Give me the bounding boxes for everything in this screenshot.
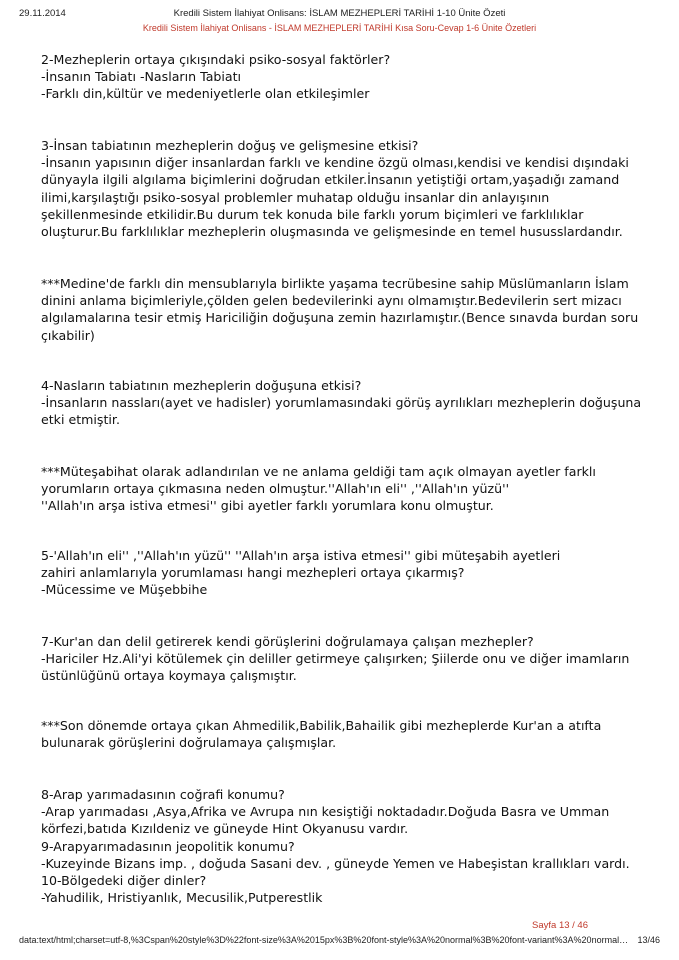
text-line: ***Müteşabihat olarak adlandırılan ve ne anlama geldiği tam açık olmayan ayetler farklı <box>41 464 596 479</box>
header-date: 29.11.2014 <box>19 8 66 19</box>
text-line: -Hariciler Hz.Ali'yi kötülemek çin deliller getirmeye çalışırken; Şiilerde onu ve diğer imamların <box>41 651 630 667</box>
text-line: 8-Arap yarımadasının coğrafi konumu? <box>41 787 285 802</box>
note-ahmedilik <box>41 717 601 751</box>
text-line: dinini anlama biçimleriyle,çölden gelen bedevilerinki aynı olmamıştır.Bedevilerin sert mizacı <box>41 293 622 309</box>
note-medine <box>41 275 638 344</box>
section-7 <box>41 633 629 685</box>
text-line: şekillenmesinde etkilidir.Bu durum tek konuda bile farklı yorum biçimleri ve farklılıklar <box>41 206 584 222</box>
text-line: ***Son dönemde ortaya çıkan Ahmedilik,Babilik,Bahailik gibi mezheplerde Kur'an a atıfta <box>41 718 602 733</box>
footer-page-count: 13/46 <box>637 935 660 945</box>
section-5 <box>41 547 560 599</box>
text-line: 2-Mezheplerin ortaya çıkışındaki psiko-sosyal faktörler? <box>41 52 391 67</box>
text-line: -Farklı din,kültür ve medeniyetlerle olan etkileşimler <box>41 86 370 102</box>
footer-url: data:text/html;charset=utf-8,%3Cspan%20style%3D%22font-size%3A%2015px%3B%20font-style%3A%20normal%3B%20font-variant%3A%20normal… <box>19 935 629 945</box>
section-2 <box>41 51 390 103</box>
text-line: dünyayla ilgili algılama biçimlerini doğrudan etkiler.İnsanın yetiştiği ortam,yaşadığı zamand <box>41 172 620 188</box>
text-line: 4-Nasların tabiatının mezheplerin doğuşuna etkisi? <box>41 378 362 393</box>
text-line: -Mücessime ve Müşebbihe <box>41 582 208 598</box>
text-line: -Yahudilik, Hristiyanlık, Mecusilik,Putperestlik <box>41 890 323 906</box>
text-line: bulunarak görüşlerini doğrulamaya çalışmışlar. <box>41 735 337 751</box>
text-line: -Kuzeyinde Bizans imp. , doğuda Sasani dev. , güneyde Yemen ve Habeşistan krallıkları vardı. <box>41 855 630 871</box>
section-4 <box>41 377 641 429</box>
text-line: ''Allah'ın arşa istiva etmesi'' gibi ayetler farklı yorumlara konu olmuştur. <box>41 498 494 514</box>
text-line: 7-Kur'an dan delil getirerek kendi görüşlerini doğrulamaya çalışan mezhepler? <box>41 634 534 649</box>
section-3 <box>41 137 629 240</box>
text-line: 9-Arapyarımadasının jeopolitik konumu? <box>41 838 295 854</box>
header-subtitle: Kredili Sistem İlahiyat Onlisans - İSLAM MEZHEPLERİ TARİHİ Kısa Soru-Cevap 1-6 Ünite Özetleri <box>142 23 537 33</box>
text-line: -İnsanların nassları(ayet ve hadisler) yorumlamasındaki görüş ayrılıkları mezheplerin doğuşuna <box>41 395 642 411</box>
text-line: körfezi,batıda Kızıldeniz ve güneyde Hint Okyanusu vardır. <box>41 821 409 837</box>
header-title: Kredili Sistem İlahiyat Onlisans: İSLAM MEZHEPLERİ TARİHİ 1-10 Ünite Özeti <box>173 8 506 19</box>
text-line: etki etmiştir. <box>41 412 120 428</box>
section-8-10 <box>41 786 630 906</box>
text-line: 3-İnsan tabiatının mezheplerin doğuş ve gelişmesine etkisi? <box>41 138 419 153</box>
text-line: çıkabilir) <box>41 327 95 343</box>
text-line: -İnsanın yapısının diğer insanlardan farklı ve kendine özgü olması,kendisi ve kendisi dışındaki <box>41 155 629 171</box>
text-line: 5-'Allah'ın eli'' ,''Allah'ın yüzü'' ''Allah'ın arşa istiva etmesi'' gibi müteşabih ayetleri <box>41 548 561 563</box>
text-line: -Arap yarımadası ,Asya,Afrika ve Avrupa nın kesiştiği noktadadır.Doğuda Basra ve Umman <box>41 804 610 820</box>
text-line: 10-Bölgedeki diğer dinler? <box>41 873 207 889</box>
text-line: yorumların ortaya çıkmasına neden olmuştur.''Allah'ın eli'' ,''Allah'ın yüzü'' <box>41 481 510 497</box>
text-line: ***Medine'de farklı din mensublarıyla birlikte yaşama tecrübesine sahip Müslümanların İslam <box>41 276 629 291</box>
text-line: zahiri anlamlarıyla yorumlaması hangi mezhepleri ortaya çıkarmış? <box>41 565 465 581</box>
text-line: oluşturur.Bu farklılıklar mezheplerin oluşmasında ve gelişmesinde en temel hususslardandır. <box>41 224 623 240</box>
text-line: algılamalarına tesir etmiş Hariciliğin doğuşuna zemin hazırlamıştır.(Bence sınavda burdan soru <box>41 310 639 326</box>
text-line: -İnsanın Tabiatı -Nasların Tabiatı <box>41 69 242 85</box>
text-line: ilimi,karşılaştığı psiko-sosyal problemler muhatap olduğu insanlar din anlayışının <box>41 189 550 205</box>
note-mutesabihat <box>41 463 596 515</box>
page-indicator: Sayfa 13 / 46 <box>532 920 588 931</box>
text-line: üstünlüğünü ortaya koymaya çalışmıştır. <box>41 668 297 684</box>
